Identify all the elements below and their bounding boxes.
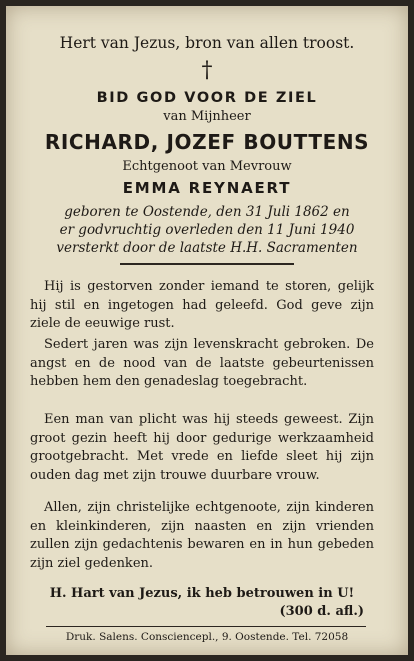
spouse-name: EMMA REYNAERT [122,179,292,197]
deceased-name: RICHARD, JOZEF BOUTTENS [44,130,370,154]
memorial-card [6,6,408,655]
paragraph-3: Een man van plicht was hij steeds geweest. Zijn groot gezin heeft hij door gedurige werkzaamheid grootgebracht. Met vrede en liefde sleet hij zijn ouden dag met zijn trouwe duurbare vrouw. [30,412,374,483]
death-line: er godvruchtig overleden den 11 Juni 1940 [59,222,355,238]
paragraph-2: Sedert jaren was zijn levenskracht gebroken. De angst en de nood van de laatste gebeurtenissen hebben hem den genadeslag toegebracht. [30,337,374,390]
prayer-heading: BID GOD VOOR DE ZIEL [96,90,318,106]
divider-top [120,263,294,265]
indulgence-note: (300 d. afl.) [279,604,364,619]
birth-line: geboren te Oostende, den 31 Juli 1862 en [64,204,350,220]
cross-icon: † [201,58,213,83]
invocation-line: H. Hart van Jezus, ik heb betrouwen in U! [49,586,355,601]
spouse-intro: Echtgenoot van Mevrouw [122,159,292,174]
sacraments-line: versterkt door de laatste H.H. Sacramenten [56,240,358,256]
printer-line: Druk. Salens. Consciencepl., 9. Oostende. Tel. 72058 [65,631,349,643]
motto-line: Hert van Jezus, bron van allen troost. [59,34,355,52]
title-prefix: van Mijnheer [163,109,251,124]
paragraph-4: Allen, zijn christelijke echtgenoote, zijn kinderen en kleinkinderen, zijn naasten en zijn vrienden zullen zijn gedachtenis bewaren en in hun gebeden zijn ziel gedenken. [30,500,374,571]
divider-bottom [46,626,366,627]
paragraph-1: Hij is gestorven zonder iemand te storen, gelijk hij stil en ingetogen had geleefd. God geve zijn ziele de eeuwige rust. [30,279,374,332]
